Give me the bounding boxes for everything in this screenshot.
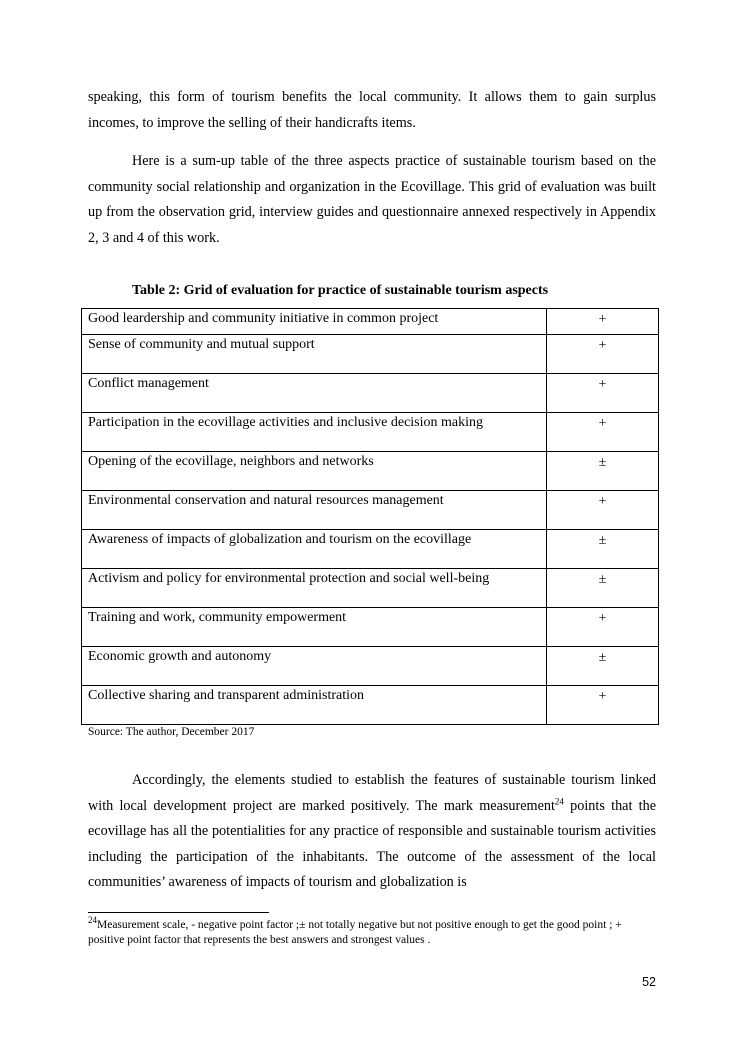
paragraph-conclusion-end: points that the ecovillage has all the potentialities for any practice of responsible and sustainable tourism activities including the participation of the inhabitants. The outcome of the assessment of the local communities’ awareness of impacts of tourism and globalization is [88, 797, 656, 890]
aspect-cell: Conflict management [82, 374, 547, 413]
footnote-separator [88, 912, 269, 913]
mark-cell: ± [547, 452, 659, 491]
mark-cell: ± [547, 530, 659, 569]
aspect-cell: Participation in the ecovillage activities and inclusive decision making [82, 413, 547, 452]
aspect-cell: Awareness of impacts of globalization and tourism on the ecovillage [82, 530, 547, 569]
aspect-cell: Collective sharing and transparent administration [82, 686, 547, 725]
paragraph-conclusion [88, 768, 656, 896]
table-row [82, 335, 659, 374]
table-source: Source: The author, December 2017 [88, 726, 255, 738]
footnote-number: 24 [88, 915, 97, 926]
aspect-cell: Good leardership and community initiative in common project [82, 309, 547, 335]
footnote [88, 915, 658, 948]
footnote-reference[interactable]: 24 [554, 795, 564, 806]
table-row [82, 647, 659, 686]
mark-cell: + [547, 309, 659, 335]
aspect-cell: Activism and policy for environmental protection and social well-being [82, 569, 547, 608]
paragraph-table-intro: Here is a sum-up table of the three aspects practice of sustainable tourism based on the community social relationship and organization in the Ecovillage. This grid of evaluation was built up from the observation grid, interview guides and questionnaire annexed respectively in Appendix 2, 3 and 4 of this work. [88, 153, 656, 246]
table-row [82, 309, 659, 335]
mark-cell: + [547, 608, 659, 647]
mark-cell: + [547, 374, 659, 413]
footnote-text: Measurement scale, - negative point factor ;± not totally negative but not positive enough to get the good point ; + positive point factor that represents the best answers and strongest values . [88, 919, 622, 946]
mark-cell: ± [547, 569, 659, 608]
mark-cell: + [547, 491, 659, 530]
aspect-cell: Opening of the ecovillage, neighbors and networks [82, 452, 547, 491]
evaluation-grid-table [81, 308, 659, 725]
table-row [82, 452, 659, 491]
page-number: 52 [642, 975, 656, 989]
table-row [82, 608, 659, 647]
paragraph-conclusion-start: Accordingly, the elements studied to establish the features of sustainable tourism linked with local development project are marked positively. The mark measurement [88, 772, 656, 814]
table-row [82, 491, 659, 530]
table-row [82, 413, 659, 452]
table-caption: Table 2: Grid of evaluation for practice of sustainable tourism aspects [132, 283, 549, 298]
aspect-cell: Economic growth and autonomy [82, 647, 547, 686]
paragraph-intro: speaking, this form of tourism benefits the local community. It allows them to gain surplus incomes, to improve the selling of their handicrafts items. [88, 89, 656, 131]
table-row [82, 530, 659, 569]
mark-cell: + [547, 335, 659, 374]
mark-cell: + [547, 413, 659, 452]
table-row [82, 374, 659, 413]
table-row [82, 686, 659, 725]
aspect-cell: Training and work, community empowerment [82, 608, 547, 647]
mark-cell: + [547, 686, 659, 725]
aspect-cell: Sense of community and mutual support [82, 335, 547, 374]
table-row [82, 569, 659, 608]
mark-cell: ± [547, 647, 659, 686]
aspect-cell: Environmental conservation and natural resources management [82, 491, 547, 530]
